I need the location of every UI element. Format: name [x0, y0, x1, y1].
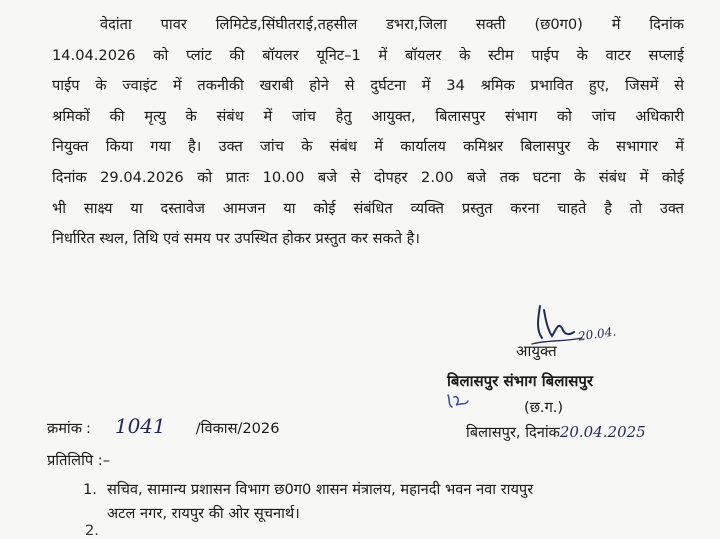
- reference-number: 1041: [114, 414, 166, 438]
- handwritten-date: 20.04.: [577, 324, 617, 344]
- initials-scribble: [444, 389, 472, 411]
- copy-item-number: 1.: [83, 481, 97, 498]
- place-date: [466, 422, 646, 442]
- body-line: दिनांक 29.04.2026 को प्रातः 10.00 बजे से दोपहर 2.00 बजे तक घटना के संबंध में कोई: [52, 168, 684, 186]
- reference-dept: /विकास/2026: [195, 420, 280, 437]
- reference-label: क्रमांक: [47, 420, 82, 437]
- body-line: नियुक्त किया गया है। उक्त जांच के संबंध में कार्यालय कमिश्नर बिलासपुर के सभागार में: [52, 138, 684, 156]
- copy-item-number: 2.: [85, 522, 99, 539]
- designation: आयुक्त: [516, 342, 557, 360]
- body-line: श्रमिकों की मृत्यु के संबंध में जांच हेतु आयुक्त, बिलासपुर संभाग को जांच अधिकारी: [52, 107, 684, 125]
- place-date-value: 20.04.2025: [559, 423, 646, 441]
- reference-colon: :: [85, 420, 91, 437]
- place-label: बिलासपुर, दिनांक: [466, 424, 560, 441]
- body-line: भी साक्ष्य या दस्तावेज आमजन या कोई संबंधित व्यक्ति प्रस्तुत करना चाहते है तो उक्त: [52, 199, 684, 217]
- body-line: पाईप के ज्वाइंट में तकनीकी खराबी होने से दुर्घटना में 34 श्रमिक प्रभावित हुए, जिसमें से: [52, 77, 684, 95]
- body-line: निर्धारित स्थल, तिथि एवं समय पर उपस्थित होकर प्रस्तुत कर सकते है।: [52, 230, 420, 248]
- reference-line: [47, 414, 280, 438]
- copy-item-line: अटल नगर, रायपुर की ओर सूचनार्थ।: [107, 505, 300, 522]
- copy-item-line: सचिव, सामान्य प्रशासन विभाग छ0ग0 शासन मंत्रालय, महानदी भवन नवा रायपुर: [107, 481, 534, 498]
- body-line: 14.04.2026 को प्लांट की बॉयलर यूनिट–1 में बॉयलर के स्टीम पाईप के वाटर सप्लाई: [52, 46, 684, 64]
- notice-body: [52, 10, 684, 255]
- body-line: वेदांता पावर लिमिटेड,सिंघीतराई,तहसील डभरा,जिला सक्ती (छ0ग0) में दिनांक: [100, 16, 684, 33]
- copy-heading: प्रतिलिपि :–: [47, 452, 110, 469]
- division-name: बिलासपुर संभाग बिलासपुर: [447, 372, 594, 390]
- state-abbrev: (छ.ग.): [524, 399, 564, 416]
